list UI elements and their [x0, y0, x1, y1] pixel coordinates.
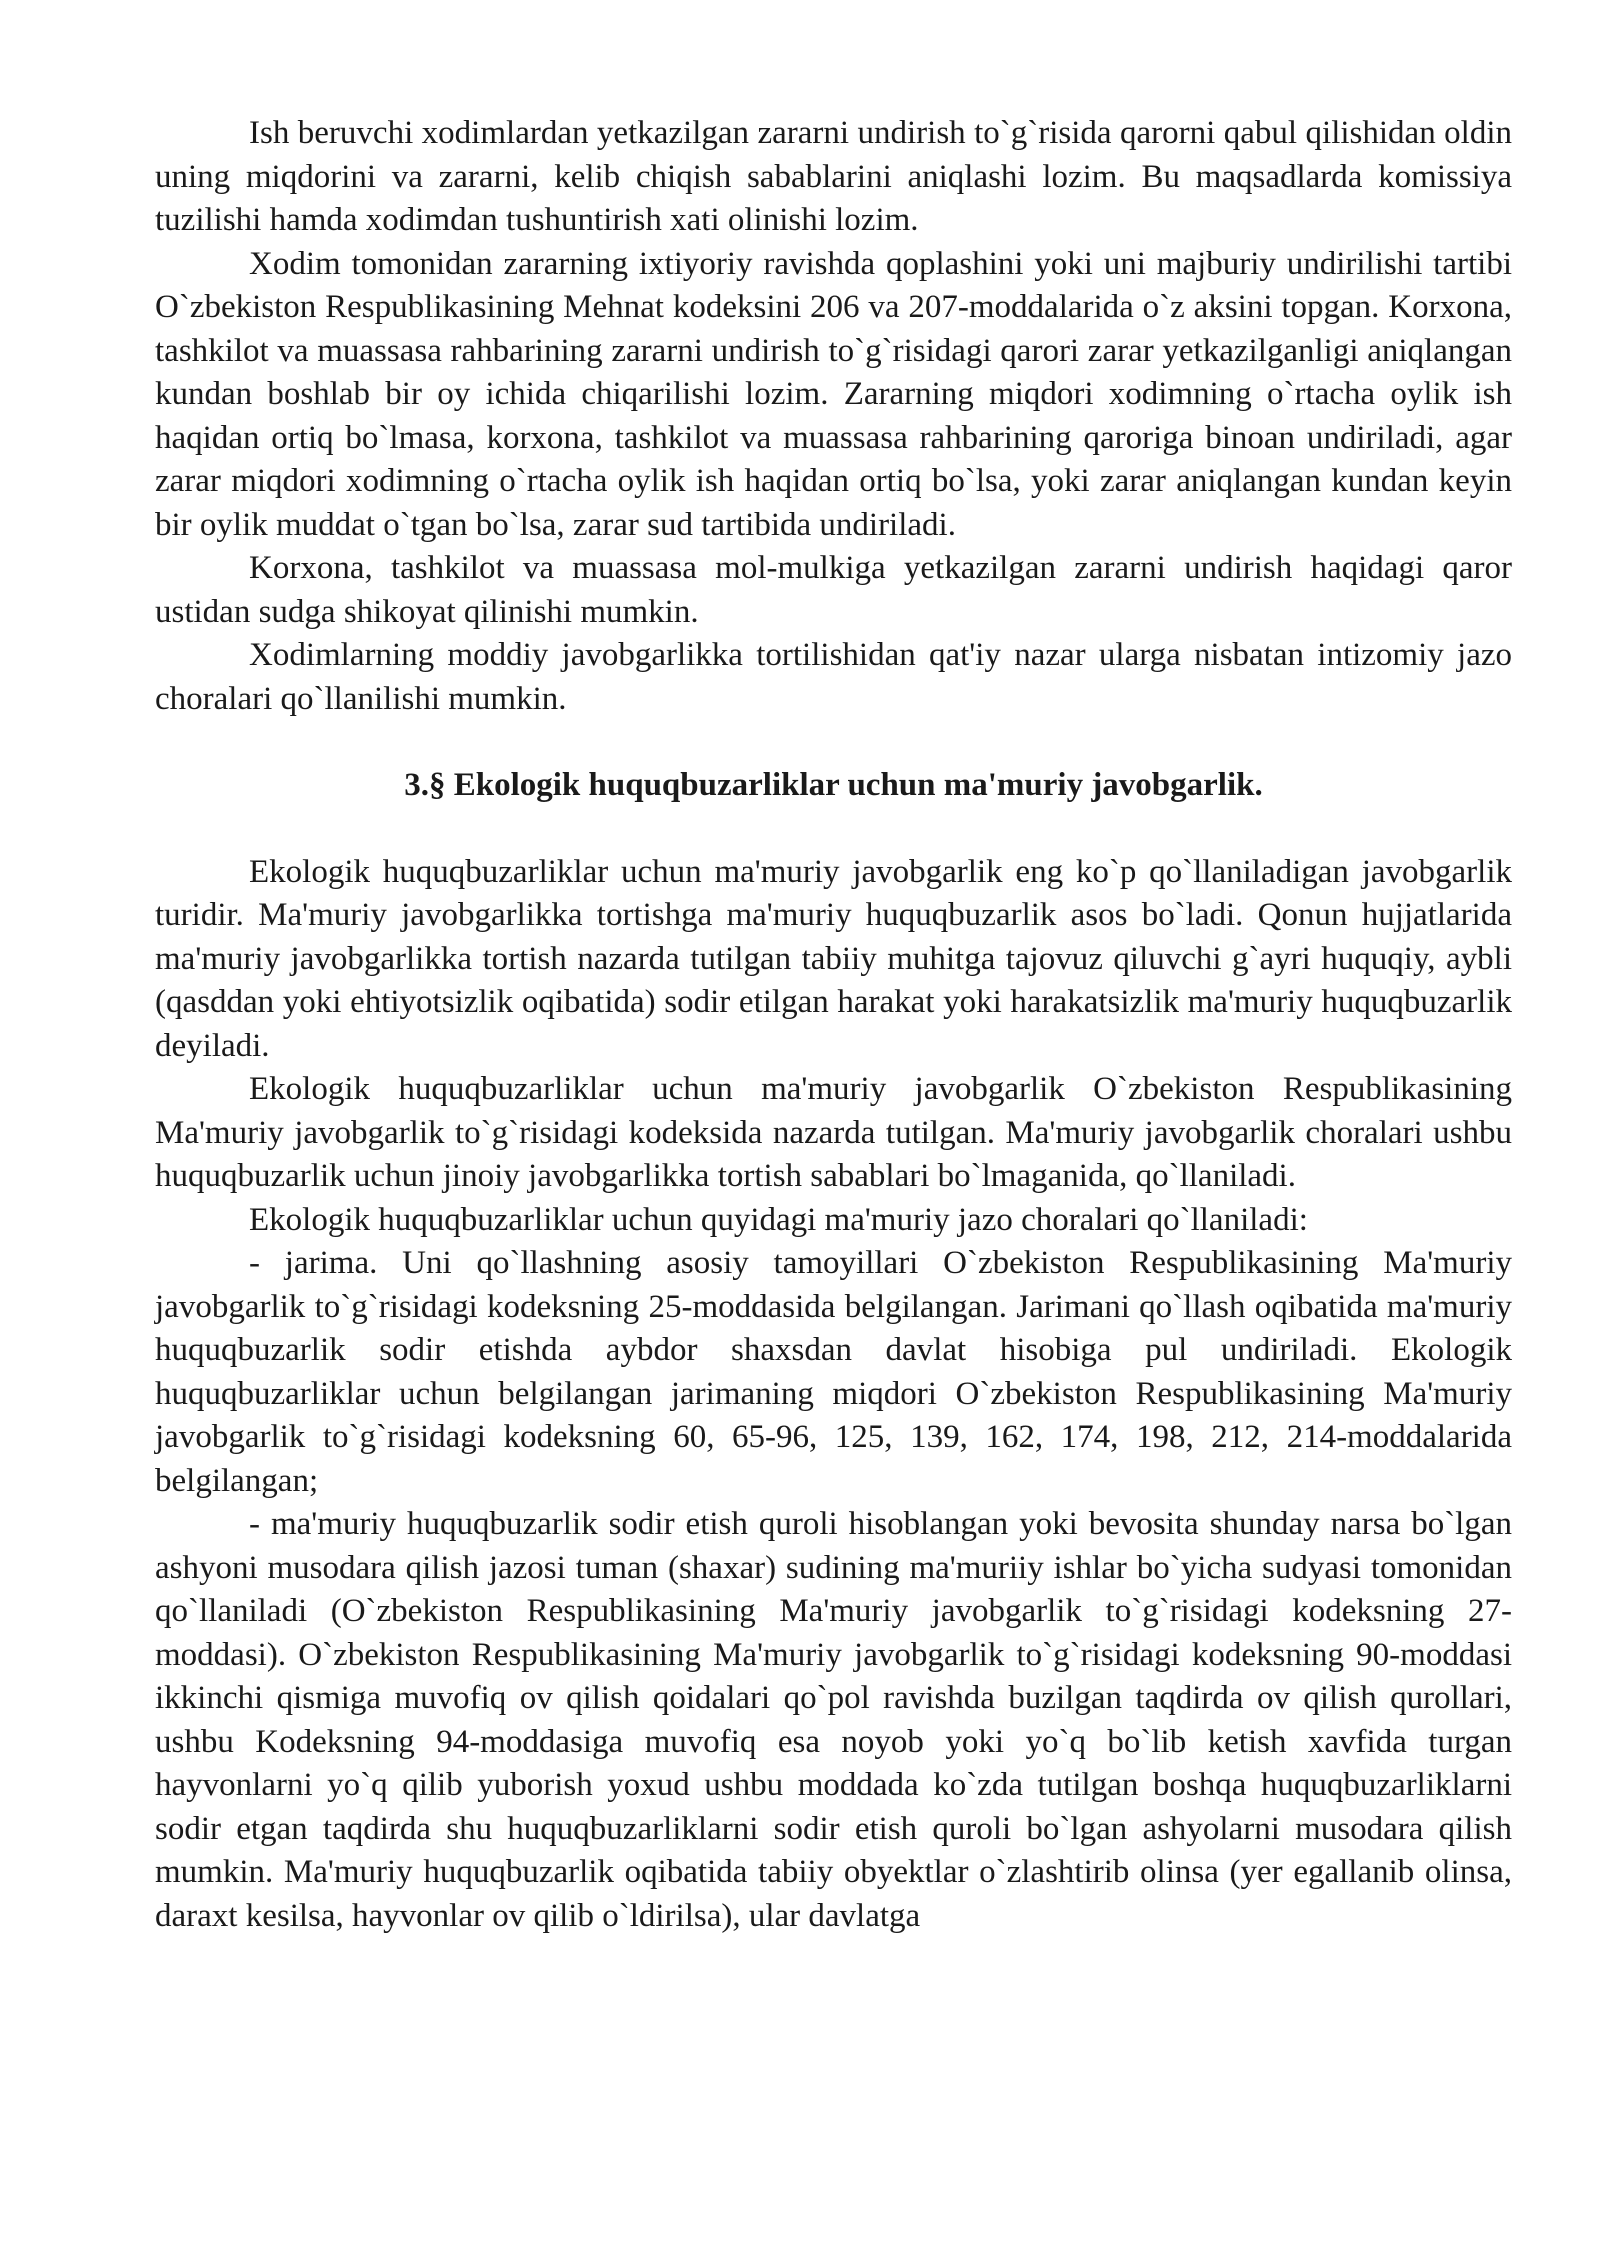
paragraph-damage-assessment: Ish beruvchi xodimlardan yetkazilgan zararni undirish to`g`risida qarorni qabul qilishidan oldin uning miqdorini va zararni, kelib chiqish sabablarini aniqlashi lozim. Bu maqsadlarda komissiya tuzilishi hamda xodimdan tushuntirish xati olinishi lozim.: [155, 115, 1512, 238]
paragraph-administrative-liability-intro: Ekologik huquqbuzarliklar uchun ma'muriy javobgarlik eng ko`p qo`llaniladigan javobgarlik turidir. Ma'muriy javobgarlikka tortishga ma'muriy huquqbuzarlik asos bo`ladi. Qonun hujjatlarida ma'muriy javobgarlikka tortish nazarda tutilgan tabiiy muhitga tajovuz qiluvchi g`ayri huquqiy, aybli (qasddan yoki ehtiyotsizlik oqibatida) sodir etilgan harakat yoki harakatsizlik ma'muriy huquqbuzarlik deyiladi.: [155, 853, 1512, 1064]
document-body: [155, 112, 1512, 1938]
paragraph-voluntary-compensation: Xodim tomonidan zararning ixtiyoriy ravishda qoplashini yoki uni majburiy undirilishi tartibi O`zbekiston Respublikasining Mehnat kodeksini 206 va 207-moddalarida o`z aksini topgan. Korxona, tashkilot va muassasa rahbarining zararni undirish to`g`risidagi qarori zarar yetkazilganligi aniqlangan kundan boshlab bir oy ichida chiqarilishi lozim. Zararning miqdori xodimning o`rtacha oylik ish haqidan ortiq bo`lmasa, korxona, tashkilot va muassasa rahbarining qaroriga binoan undiriladi, agar zarar miqdori xodimning o`rtacha oylik ish haqidan ortiq bo`lsa, yoki zarar aniqlangan kundan keyin bir oylik muddat o`tgan bo`lsa, zarar sud tartibida undiriladi.: [155, 245, 1512, 543]
section-heading: 3.§ Ekologik huquqbuzarliklar uchun ma'muriy javobgarlik.: [404, 767, 1263, 803]
paragraph-penalty-list-intro: Ekologik huquqbuzarliklar uchun quyidagi ma'muriy jazo choralari qo`llaniladi:: [249, 1201, 1308, 1238]
list-item-fine: - jarima. Uni qo`llashning asosiy tamoyillari O`zbekiston Respublikasining Ma'muriy javobgarlik to`g`risidagi kodeksning 25-moddasida belgilangan. Jarimani qo`llash oqibatida ma'muriy huquqbuzarlik sodir etishda aybdor shaxsdan davlat hisobiga pul undiriladi. Ekologik huquqbuzarliklar uchun belgilangan jarimaning miqdori O`zbekiston Respublikasining Ma'muriy javobgarlik to`g`risidagi kodeksning 60, 65-96, 125, 139, 162, 174, 198, 212, 214-moddalarida belgilangan;: [155, 1245, 1512, 1499]
paragraph-administrative-code: Ekologik huquqbuzarliklar uchun ma'muriy javobgarlik O`zbekiston Respublikasining Ma'muriy javobgarlik to`g`risidagi kodeksida nazarda tutilgan. Ma'muriy javobgarlik choralari ushbu huquqbuzarlik uchun jinoiy javobgarlikka tortish sabablari bo`lmaganida, qo`llaniladi.: [155, 1071, 1512, 1194]
list-item-confiscation: - ma'muriy huquqbuzarlik sodir etish quroli hisoblangan yoki bevosita shunday narsa bo`lgan ashyoni musodara qilish jazosi tuman (shaxar) sudining ma'muriiy ishlar bo`yicha sudyasi tomonidan qo`llaniladi (O`zbekiston Respublikasining Ma'muriy javobgarlik to`g`risidagi kodeksning 27-moddasi). O`zbekiston Respublikasining Ma'muriy javobgarlik to`g`risidagi kodeksning 90-moddasi ikkinchi qismiga muvofiq ov qilish qoidalari qo`pol ravishda buzilgan taqdirda ov qilish qurollari, ushbu Kodeksning 94-moddasiga muvofiq esa noyob yoki yo`q bo`lib ketish xavfida turgan hayvonlarni yo`q qilib yuborish yoxud ushbu moddada ko`zda tutilgan boshqa huquqbuzarliklarni sodir etgan taqdirda shu huquqbuzarliklarni sodir etish quroli bo`lgan ashyolarni musodara qilish mumkin. Ma'muriy huquqbuzarlik oqibatida tabiiy obyektlar o`zlashtirib olinsa (yer egallanib olinsa, daraxt kesilsa, hayvonlar ov qilib o`ldirilsa), ular davlatga: [155, 1506, 1512, 1934]
paragraph-court-appeal: Korxona, tashkilot va muassasa mol-mulkiga yetkazilgan zararni undirish haqidagi qaror ustidan sudga shikoyat qilinishi mumkin.: [155, 550, 1512, 630]
paragraph-disciplinary-measures: Xodimlarning moddiy javobgarlikka tortilishidan qat'iy nazar ularga nisbatan intizomiy jazo choralari qo`llanilishi mumkin.: [155, 637, 1512, 717]
